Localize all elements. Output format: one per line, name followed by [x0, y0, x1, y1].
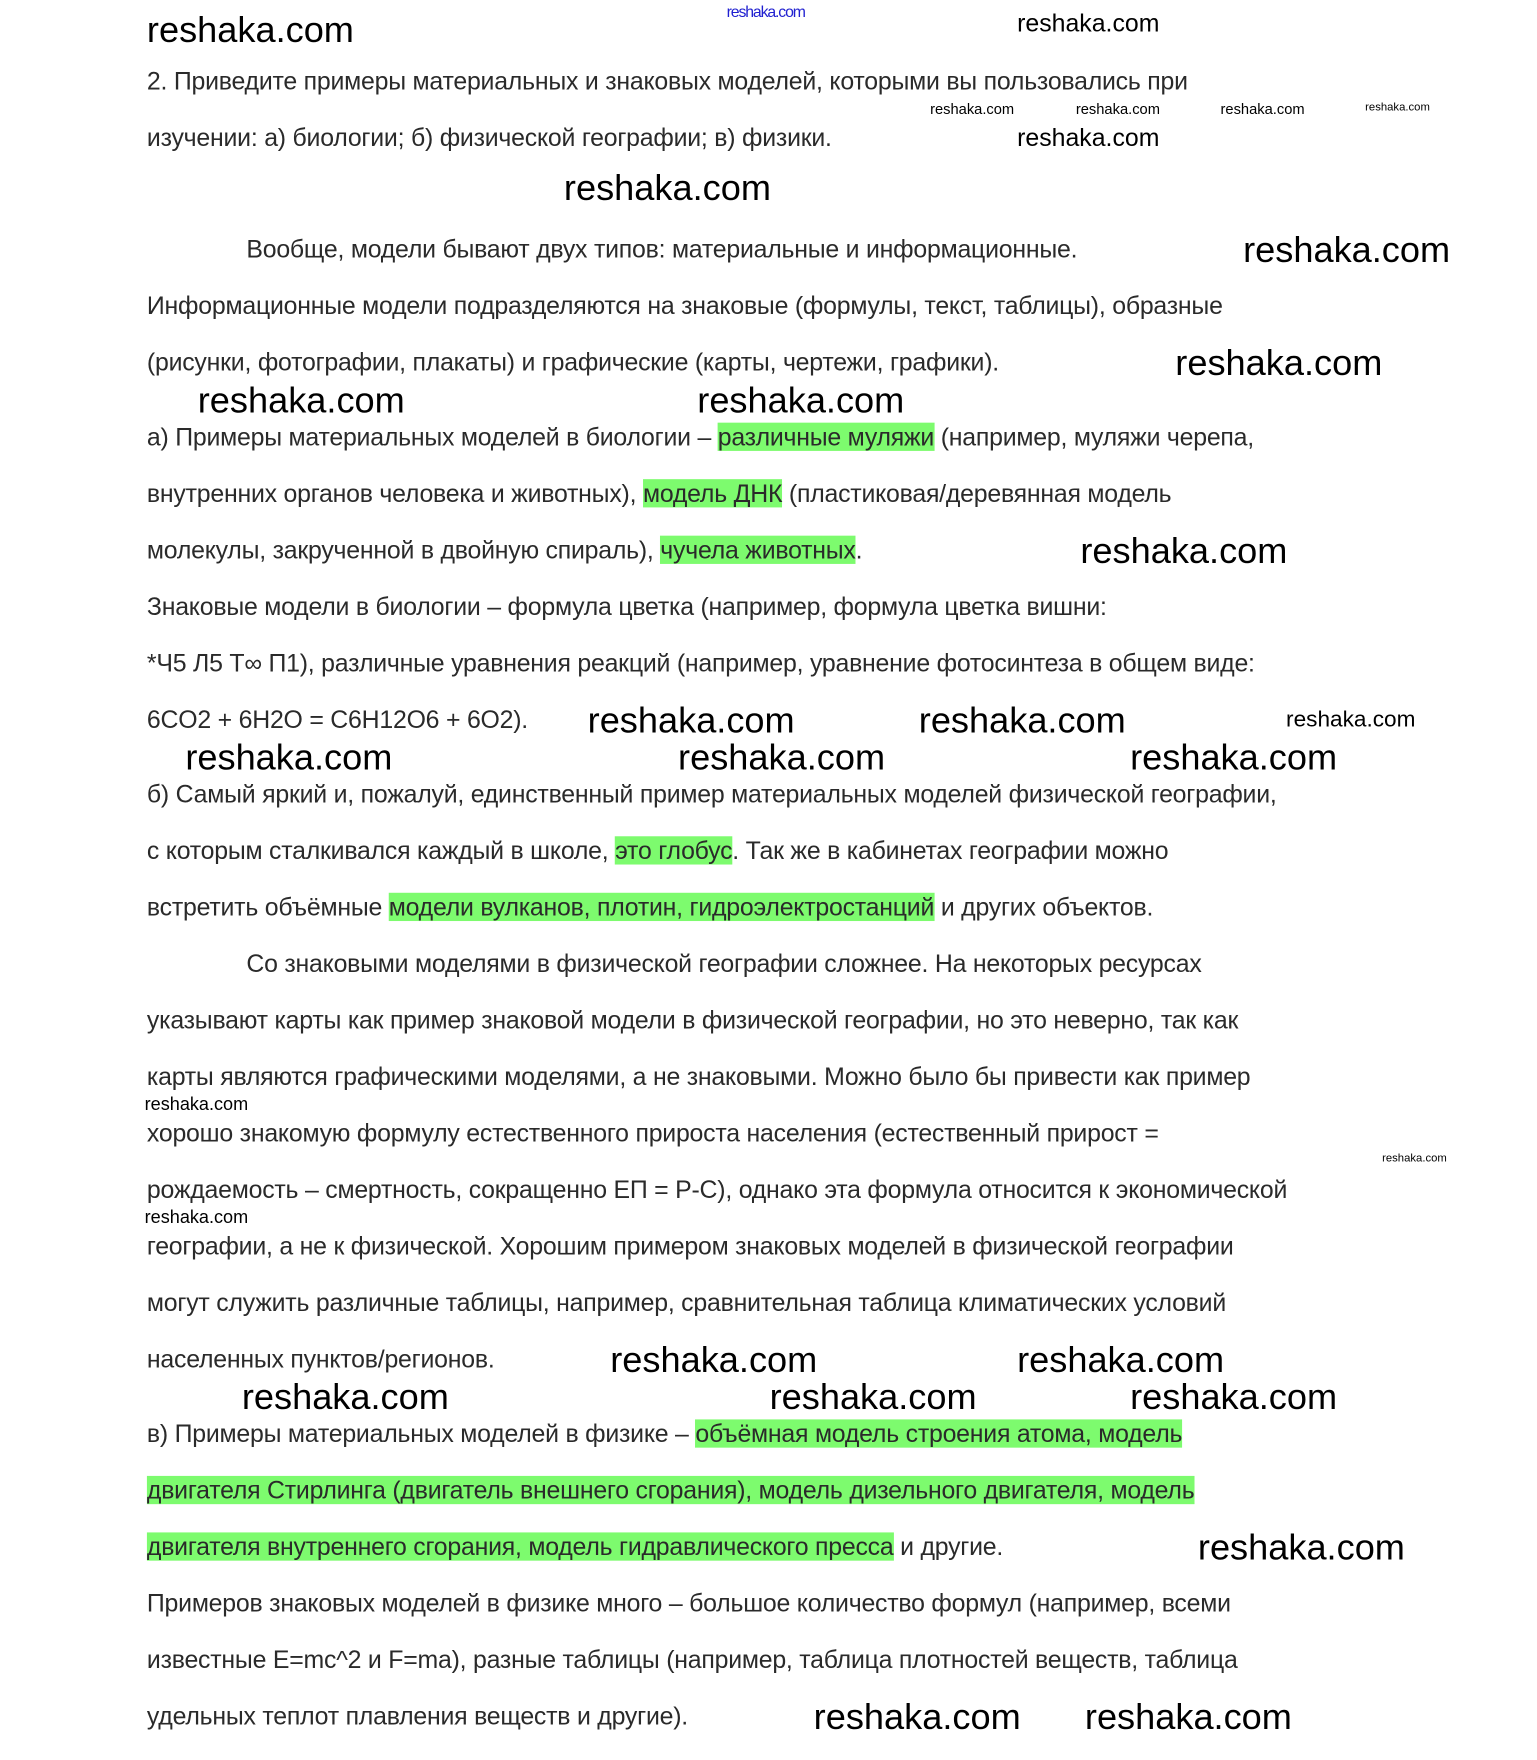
watermark: reshaka.com [769, 1376, 977, 1418]
watermark: reshaka.com [144, 1095, 249, 1115]
text-segment: . [855, 535, 863, 564]
watermark: reshaka.com [1197, 1526, 1405, 1568]
answer-line [147, 702, 528, 738]
watermark: reshaka.com [146, 9, 354, 50]
answer-line [147, 589, 1107, 625]
highlighted-text: это глобус [615, 836, 733, 865]
answer-line [147, 345, 999, 381]
text-segment: встретить объёмные [146, 892, 389, 922]
highlighted-text: двигателя внутреннего сгорания, модель гидравлического пресса [146, 1532, 894, 1561]
text-segment: молекулы, закрученной в двойную спираль), [146, 535, 661, 564]
text-segment: изучении: а) биологии; б) физической географии; в) физики. [146, 123, 832, 152]
text-segment: рождаемость – смертность, сокращенно ЕП = Р-С), однако эта формула относится к экономической [146, 1175, 1288, 1204]
text-segment: Вообще, модели бывают двух типов: материальные и информационные. [246, 235, 1078, 264]
answer-line [147, 1642, 1238, 1678]
text-segment: Со знаковыми моделями в физической географии сложнее. На некоторых ресурсах [246, 949, 1202, 978]
answer-line [147, 288, 1223, 324]
highlighted-text: двигателя Стирлинга (двигатель внешнего сгорания), модель дизельного двигателя, модель [146, 1475, 1195, 1505]
watermark: reshaka.com [1220, 100, 1305, 118]
watermark: reshaka.com [930, 100, 1015, 118]
highlighted-text: различные муляжи [717, 422, 935, 451]
text-segment: с которым сталкивался каждый в школе, [146, 836, 616, 865]
text-segment: б) Самый яркий и, пожалуй, единственный пример материальных моделей физической географии, [146, 779, 1277, 809]
watermark: reshaka.com [1075, 100, 1160, 118]
answer-line [147, 1529, 1003, 1565]
answer-line [147, 419, 1254, 455]
answer-line [147, 476, 1171, 512]
text-segment: и других объектов. [934, 892, 1154, 922]
highlighted-text: чучела животных [660, 535, 856, 564]
answer-line [147, 1059, 1251, 1095]
answer-line [147, 1699, 688, 1735]
answer-line [246, 232, 1077, 268]
answer-line [147, 1341, 495, 1377]
answer-line [147, 645, 1255, 681]
answer-line [147, 1473, 1195, 1509]
text-segment: 6CO2 + 6H2O = C6H12O6 + 6O2). [146, 705, 529, 734]
site-link[interactable]: reshaka.com [726, 2, 805, 21]
watermark: reshaka.com [144, 1208, 249, 1228]
answer-line [147, 1285, 1226, 1321]
answer-line [147, 1228, 1234, 1264]
text-segment: известные E=mc^2 и F=ma), разные таблицы (например, таблица плотностей веществ, таблица [146, 1645, 1238, 1674]
highlighted-text: модель ДНК [642, 479, 783, 508]
text-segment: населенных пунктов/регионов. [146, 1344, 495, 1374]
text-segment: *Ч5 Л5 Т∞ П1), различные уравнения реакций (например, уравнение фотосинтеза в общем виде: [146, 648, 1255, 677]
watermark: reshaka.com [197, 379, 405, 421]
text-segment: карты являются графическими моделями, а не знаковыми. Можно было бы привести как пример [146, 1062, 1251, 1091]
answer-line [147, 833, 1168, 869]
watermark: reshaka.com [1365, 101, 1430, 115]
watermark: reshaka.com [1080, 530, 1288, 571]
text-segment: и другие. [893, 1532, 1004, 1561]
watermark: reshaka.com [1175, 342, 1383, 384]
text-segment: могут служить различные таблицы, например, сравнительная таблица климатических условий [146, 1288, 1226, 1317]
text-segment: Знаковые модели в биологии – формула цветка (например, формула цветка вишни: [146, 592, 1107, 621]
text-segment: в) Примеры материальных моделей в физике – [146, 1419, 696, 1448]
answer-line [246, 946, 1201, 982]
answer-line [147, 1115, 1159, 1151]
text-segment: Примеров знаковых моделей в физике много – большое количество формул (например, всеми [146, 1588, 1231, 1618]
text-segment: внутренних органов человека и животных), [146, 479, 643, 508]
text-segment: а) Примеры материальных моделей в биологии – [146, 422, 718, 451]
watermark: reshaka.com [697, 379, 905, 421]
watermark: reshaka.com [1130, 736, 1338, 778]
text-segment: (например, муляжи черепа, [934, 422, 1254, 451]
question-line [147, 120, 832, 156]
text-segment: . Так же в кабинетах географии можно [732, 836, 1169, 865]
watermark: reshaka.com [1084, 1696, 1292, 1737]
text-segment: указывают карты как пример знаковой модели в физической географии, но это неверно, так как [146, 1005, 1239, 1035]
text-segment: хорошо знакомую формулу естественного прироста населения (естественный прирост = [146, 1118, 1159, 1148]
text-segment: (пластиковая/деревянная модель [782, 479, 1172, 508]
text-segment: 2. Приведите примеры материальных и знаковых моделей, которыми вы пользовались при [146, 66, 1188, 95]
answer-line [147, 776, 1277, 812]
question-line [147, 63, 1188, 99]
watermark: reshaka.com [1017, 1339, 1225, 1380]
watermark: reshaka.com [241, 1376, 449, 1418]
watermark: reshaka.com [587, 699, 795, 741]
answer-line [147, 1172, 1287, 1208]
highlighted-text: объёмная модель строения атома, модель [695, 1419, 1183, 1448]
watermark: reshaka.com [678, 736, 886, 778]
watermark: reshaka.com [1382, 1152, 1447, 1166]
answer-line [147, 1002, 1238, 1038]
text-segment: удельных теплот плавления веществ и другие). [146, 1701, 688, 1731]
text-segment: географии, а не к физической. Хорошим примером знаковых моделей в физической географии [146, 1231, 1234, 1261]
watermark: reshaka.com [563, 167, 771, 208]
watermark: reshaka.com [1017, 123, 1160, 152]
watermark: reshaka.com [1130, 1376, 1338, 1418]
watermark: reshaka.com [1017, 9, 1160, 38]
text-segment: Информационные модели подразделяются на знаковые (формулы, текст, таблицы), образные [146, 291, 1223, 320]
watermark: reshaka.com [185, 736, 393, 778]
answer-line [147, 889, 1153, 925]
text-segment: (рисунки, фотографии, плакаты) и графические (карты, чертежи, графики). [146, 348, 999, 377]
highlighted-text: модели вулканов, плотин, гидроэлектростанций [388, 892, 935, 922]
watermark: reshaka.com [813, 1696, 1021, 1737]
answer-line [147, 1586, 1231, 1622]
watermark: reshaka.com [1286, 707, 1416, 733]
answer-line [147, 1416, 1182, 1452]
watermark: reshaka.com [918, 699, 1126, 741]
watermark: reshaka.com [610, 1339, 818, 1380]
answer-line [147, 532, 862, 568]
watermark: reshaka.com [1243, 229, 1451, 271]
